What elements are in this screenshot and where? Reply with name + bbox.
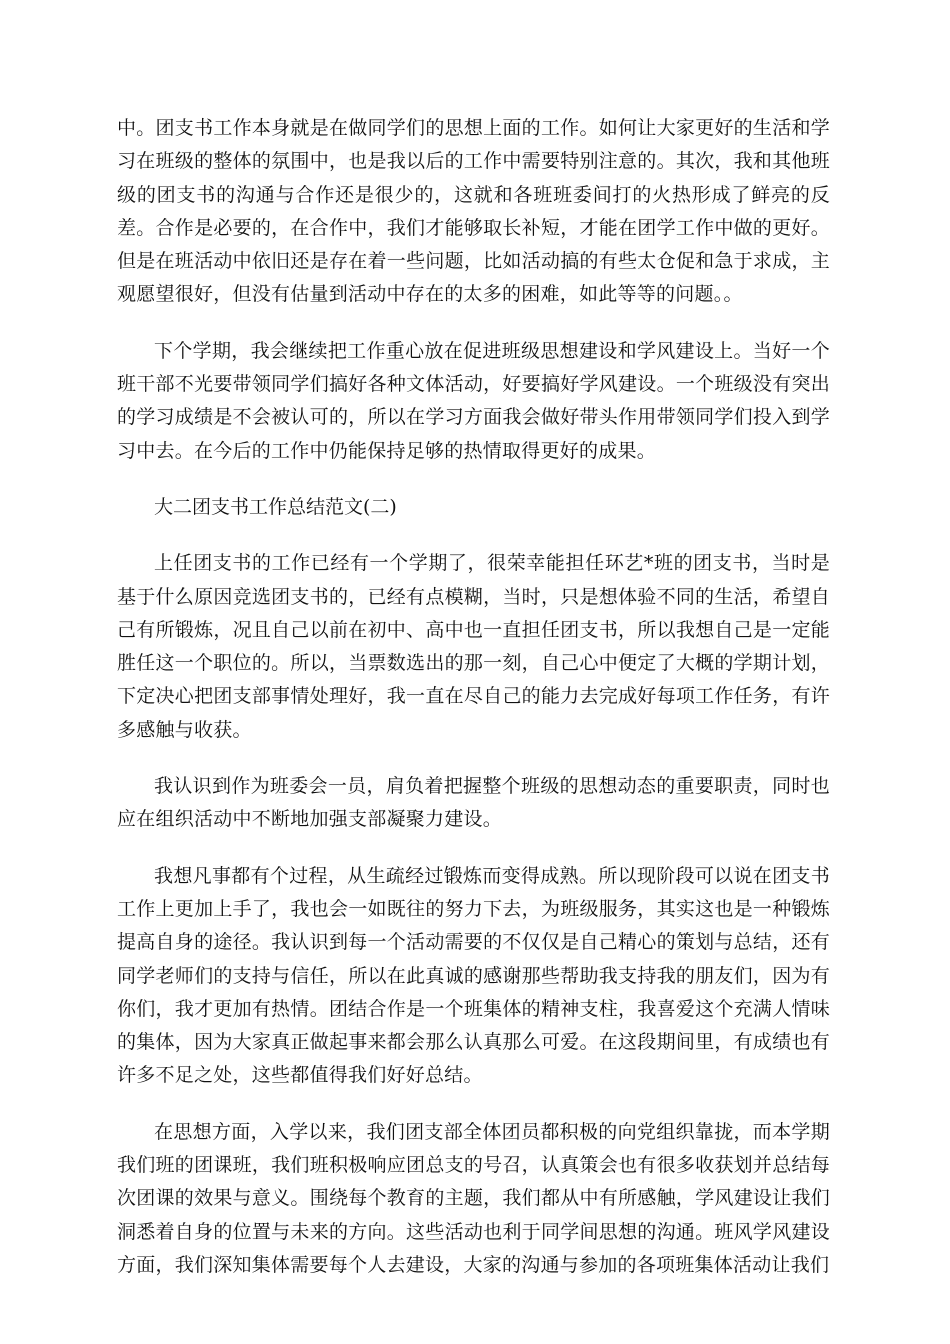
paragraph-5: 我想凡事都有个过程，从生疏经过锻炼而变得成熟。所以现阶段可以说在团支书工作上更加上手了，我也会一如既往的努力下去，为班级服务，其实这也是一种锻炼提高自身的途径。我认识到每一个活动需要的不仅仅是自己精心的策划与总结，还有同学老师们的支持与信任，所以在此真诚的感谢那些帮助我支持我的朋友们，因为有你们，我才更加有热情。团结合作是一个班集体的精神支柱，我喜爱这个充满人情味的集体，因为大家真正做起事来都会那么认真那么可爱。在这段期间里，有成绩也有许多不足之处，这些都值得我们好好总结。: [117, 864, 830, 1087]
paragraph-6: 在思想方面，入学以来，我们团支部全体团员都积极的向党组织靠拢，而本学期我们班的团课班，我们班积极响应团总支的号召，认真策会也有很多收获划并总结每次团课的效果与意义。围绕每个教育的主题，我们都从中有所感触，学风建设让我们洞悉着自身的位置与未来的方向。这些活动也利于同学间思想的沟通。班风学风建设方面，我们深知集体需要每个人去建设，大家的沟通与参加的各项班集体活动让我们: [117, 1120, 830, 1276]
paragraph-1: 中。团支书工作本身就是在做同学们的思想上面的工作。如何让大家更好的生活和学习在班级的整体的氛围中，也是我以后的工作中需要特别注意的。其次，我和其他班级的团支书的沟通与合作还是很少的，这就和各班班委间打的火热形成了鲜亮的反差。合作是必要的，在合作中，我们才能够取长补短，才能在团学工作中做的更好。但是在班活动中依旧还是存在着一些问题，比如活动搞的有些太仓促和急于求成，主观愿望很好，但没有估量到活动中存在的太多的困难，如此等等的问题。。: [117, 117, 830, 306]
paragraph-3: 上任团支书的工作已经有一个学期了，很荣幸能担任环艺*班的团支书，当时是基于什么原因竞选团支书的，已经有点模糊，当时，只是想体验不同的生活，希望自己有所锻炼，况且自己以前在初中、高中也一直担任团支书，所以我想自己是一定能胜任这一个职位的。所以，当票数选出的那一刻，自己心中便定了大概的学期计划，下定决心把团支部事情处理好，我一直在尽自己的能力去完成好每项工作任务，有许多感触与收获。: [117, 552, 830, 741]
paragraph-4: 我认识到作为班委会一员，肩负着把握整个班级的思想动态的重要职责，同时也应在组织活动中不断地加强支部凝聚力建设。: [117, 775, 830, 831]
document-page: [117, 112, 830, 1305]
paragraph-2: 下个学期，我会继续把工作重心放在促进班级思想建设和学风建设上。当好一个班干部不光要带领同学们搞好各种文体活动，好要搞好学风建设。一个班级没有突出的学习成绩是不会被认可的，所以在学习方面我会做好带头作用带领同学们投入到学习中去。在今后的工作中仍能保持足够的热情取得更好的成果。: [117, 339, 830, 462]
section-heading: 大二团支书工作总结范文(二): [154, 495, 397, 518]
